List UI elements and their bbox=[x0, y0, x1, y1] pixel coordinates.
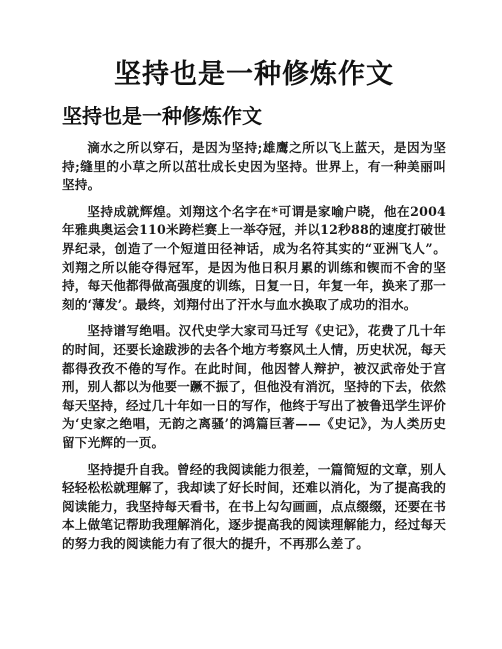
paragraph: 坚持成就辉煌。刘翔这个名字在*可谓是家喻户晓，他在2004年雅典奥运会110米跨栏赛上一举夺冠，并以12秒88的速度打破世界纪录，创造了一个短道田径神话，成为名符其实的“亚洲飞人”。刘翔之所以能夺得冠军，是因为他日积月累的训练和锲而不舍的坚持，每天他都得做高强度的训练，日复一日，年复一年，换来了那一刻的‘薄发’。最终，刘翔付出了汗水与血水换取了成功的泪水。 bbox=[62, 203, 446, 312]
paragraph: 坚持谱写绝唱。汉代史学大家司马迁写《史记》，花费了几十年的时间，还要长途跋涉的去各个地方考察风土人情，历史状况，每天都得孜孜不倦的写作。在此时间，他因替人辩护，被汉武帝处于宫刑，别人都以为他要一蹶不振了，但他没有消沉，坚持的下去，依然每天坚持，经过几十年如一日的写作，他终于写出了被鲁迅学生评价为‘史家之绝唱，无韵之离骚’的鸿篇巨著——《史记》，为人类历史留下光辉的一页。 bbox=[62, 323, 446, 450]
document-title: 坚持也是一种修炼作文 bbox=[114, 59, 394, 90]
section-title: 坚持也是一种修炼作文 bbox=[62, 104, 262, 128]
article-body bbox=[62, 139, 446, 553]
paragraph: 滴水之所以穿石，是因为坚持;雄鹰之所以飞上蓝天，是因为坚持;缝里的小草之所以茁壮成长史因为坚持。世界上，有一种美丽叫坚持。 bbox=[62, 140, 446, 193]
paragraph: 坚持提升自我。曾经的我阅读能力很差，一篇简短的文章，别人轻轻松松就理解了，我却读了好长时间，还难以消化，为了提高我的阅读能力，我坚持每天看书，在书上勾勾画画，点点缀缀，还要在书本上做笔记帮助我理解消化，逐步提高我的阅读理解能力，经过每天的努力我的阅读能力有了很大的提升，不再那么差了。 bbox=[62, 461, 446, 551]
